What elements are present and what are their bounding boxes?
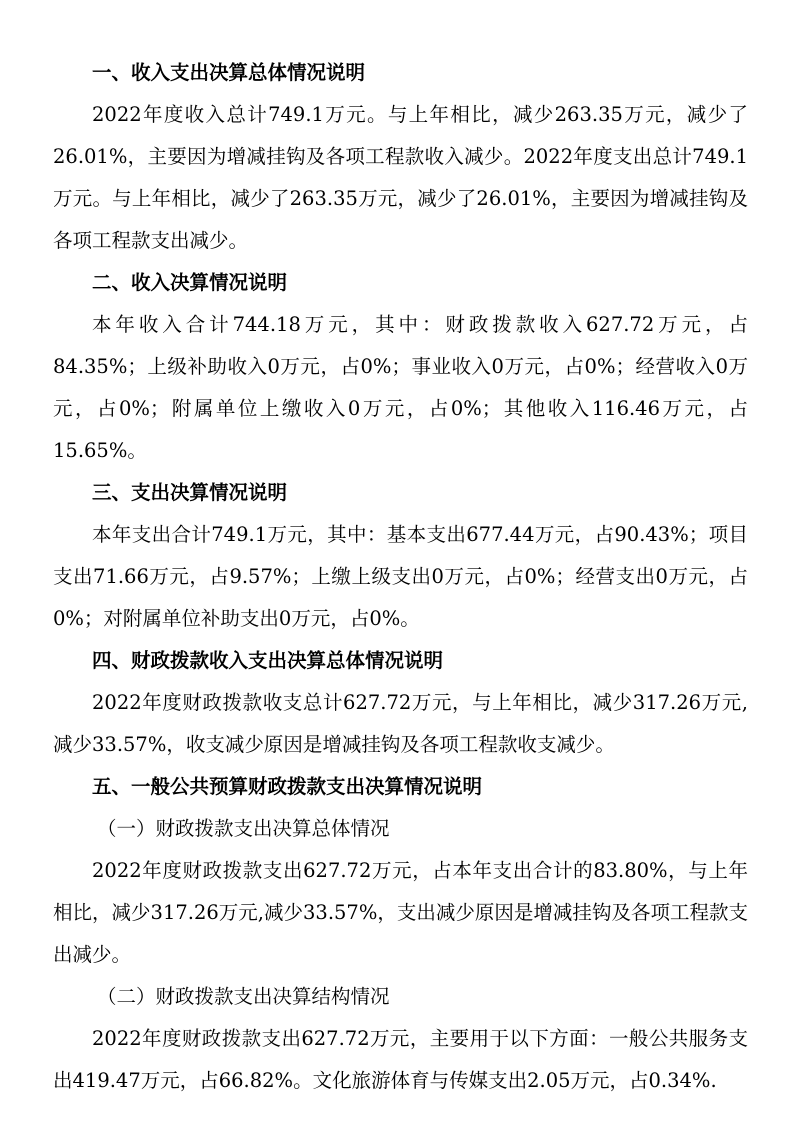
section-heading-2: 二、收入决算情况说明 [92, 271, 288, 294]
section-heading-4: 四、财政拨款收入支出决算总体情况说明 [92, 649, 444, 672]
document-body [53, 52, 748, 1102]
section-heading-3: 三、支出决算情况说明 [92, 481, 288, 504]
section-paragraph-4: 2022年度财政拨款收支总计627.72万元，与上年相比，减少317.26万元,减少33.57%，收支减少原因是增减挂钩及各项工程款收支减少。 [53, 691, 748, 756]
section-paragraph-1: 2022年度收入总计749.1万元。与上年相比，减少263.35万元，减少了26.01%，主要因为增减挂钩及各项工程款收入减少。2022年度支出总计749.1万元。与上年相比，减少了263.35万元，减少了26.01%，主要因为增减挂钩及各项工程款支出减少。 [53, 103, 748, 252]
subsection-heading-1: （一）财政拨款支出决算总体情况 [97, 817, 390, 840]
section-heading-5: 五、一般公共预算财政拨款支出决算情况说明 [92, 775, 483, 798]
section-paragraph-2: 本年收入合计744.18万元，其中：财政拨款收入627.72万元，占84.35%；上级补助收入0万元，占0%；事业收入0万元，占0%；经营收入0万元，占0%；附属单位上缴收入0万元，占0%；其他收入116.46万元，占15.65%。 [53, 313, 748, 462]
subsection-paragraph-2: 2022年度财政拨款支出627.72万元，主要用于以下方面：一般公共服务支出419.47万元，占66.82%。文化旅游体育与传媒支出2.05万元，占0.34%. [53, 1027, 748, 1092]
section-paragraph-3: 本年支出合计749.1万元，其中：基本支出677.44万元，占90.43%；项目支出71.66万元，占9.57%；上缴上级支出0万元，占0%；经营支出0万元，占0%；对附属单位补助支出0万元，占0%。 [53, 523, 748, 630]
subsection-paragraph-1: 2022年度财政拨款支出627.72万元，占本年支出合计的83.80%，与上年相比，减少317.26万元,减少33.57%，支出减少原因是增减挂钩及各项工程款支出减少。 [53, 859, 748, 966]
subsection-heading-2: （二）财政拨款支出决算结构情况 [97, 985, 390, 1008]
section-heading-1: 一、收入支出决算总体情况说明 [92, 61, 366, 84]
